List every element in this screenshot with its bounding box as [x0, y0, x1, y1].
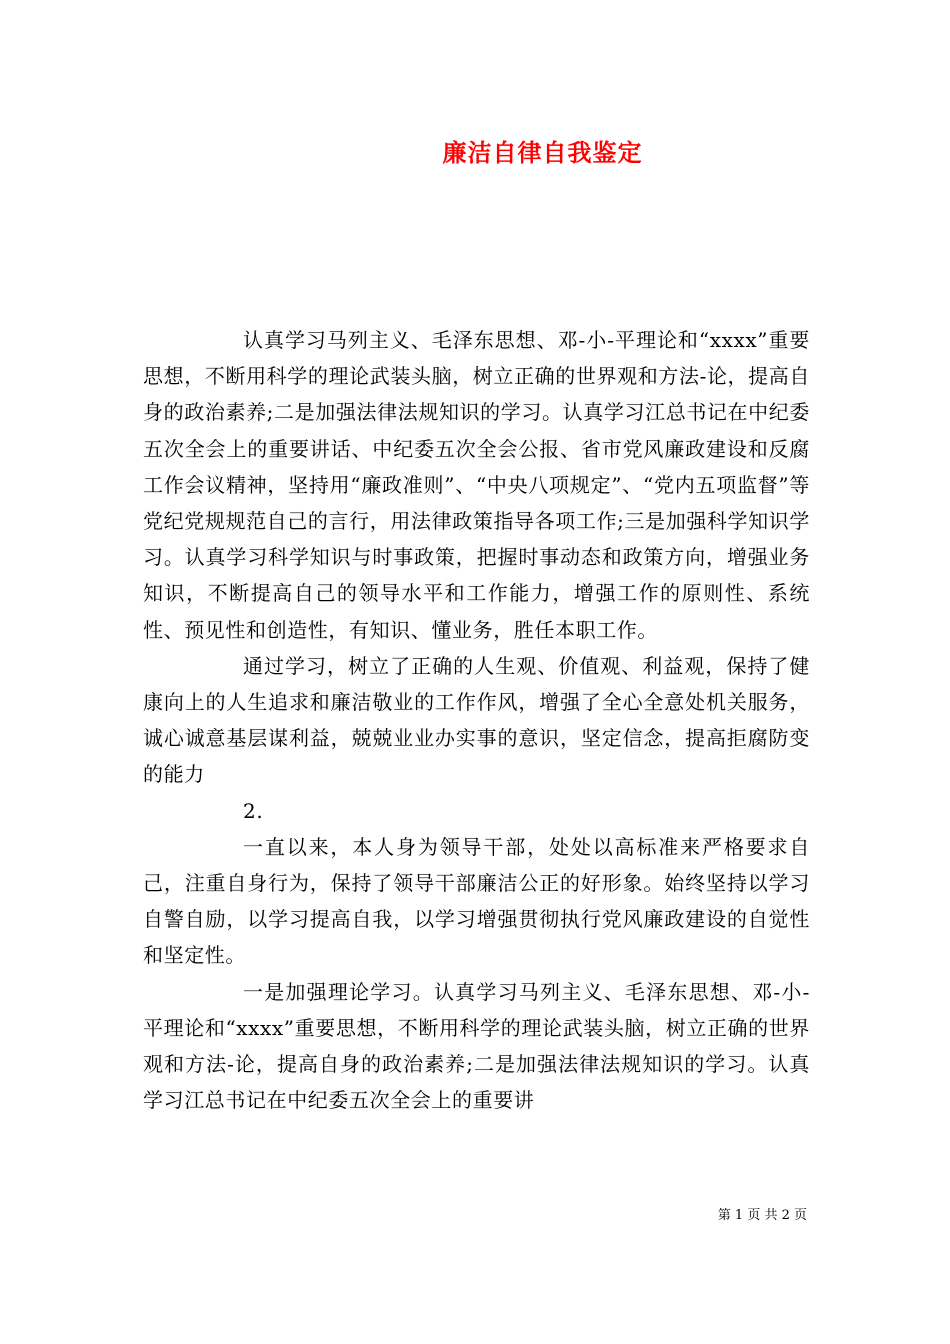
- paragraph-self-discipline: 一直以来，本人身为领导干部，处处以高标准来严格要求自己，注重自身行为，保持了领导干部廉洁公正的好形象。始终坚持以学习自警自励，以学习提高自我，以学习增强贯彻执行党风廉政建设的自觉性和坚定性。: [143, 834, 810, 968]
- paragraph-study-theory: 认真学习马列主义、毛泽东思想、邓-小-平理论和“xxxx”重要思想，不断用科学的理论武装头脑，树立正确的世界观和方法-论，提高自身的政治素养;二是加强法律法规知识的学习。认真学习江总书记在中纪委五次全会上的重要讲话、中纪委五次全会公报、省市党风廉政建设和反腐工作会议精神，坚持用“廉政准则”、“中央八项规定”、“党内五项监督”等党纪党规规范自己的言行，用法律政策指导各项工作;三是加强科学知识学习。认真学习科学知识与时事政策，把握时事动态和政策方向，增强业务知识，不断提高自己的领导水平和工作能力，增强工作的原则性、系统性、预见性和创造性，有知识、懂业务，胜任本职工作。: [143, 328, 810, 642]
- paragraph-theory-learning: 一是加强理论学习。认真学习马列主义、毛泽东思想、邓-小-平理论和“xxxx”重要思想，不断用科学的理论武装头脑，树立正确的世界观和方法-论，提高自身的政治素养;二是加强法律法规知识的学习。认真学习江总书记在中纪委五次全会上的重要讲: [143, 979, 810, 1113]
- document-body: [143, 322, 810, 1118]
- paragraph-section-number: 2.: [243, 798, 264, 823]
- page-number-footer: 第 1 页 共 2 页: [717, 1208, 807, 1223]
- paragraph-study-results: 通过学习，树立了正确的人生观、价值观、利益观，保持了健康向上的人生追求和廉洁敬业的工作作风，增强了全心全意处机关服务，诚心诚意基层谋利益，兢兢业业办实事的意识，坚定信念，提高拒腐防变的能力: [143, 653, 810, 787]
- page-title: 廉洁自律自我鉴定: [442, 139, 643, 167]
